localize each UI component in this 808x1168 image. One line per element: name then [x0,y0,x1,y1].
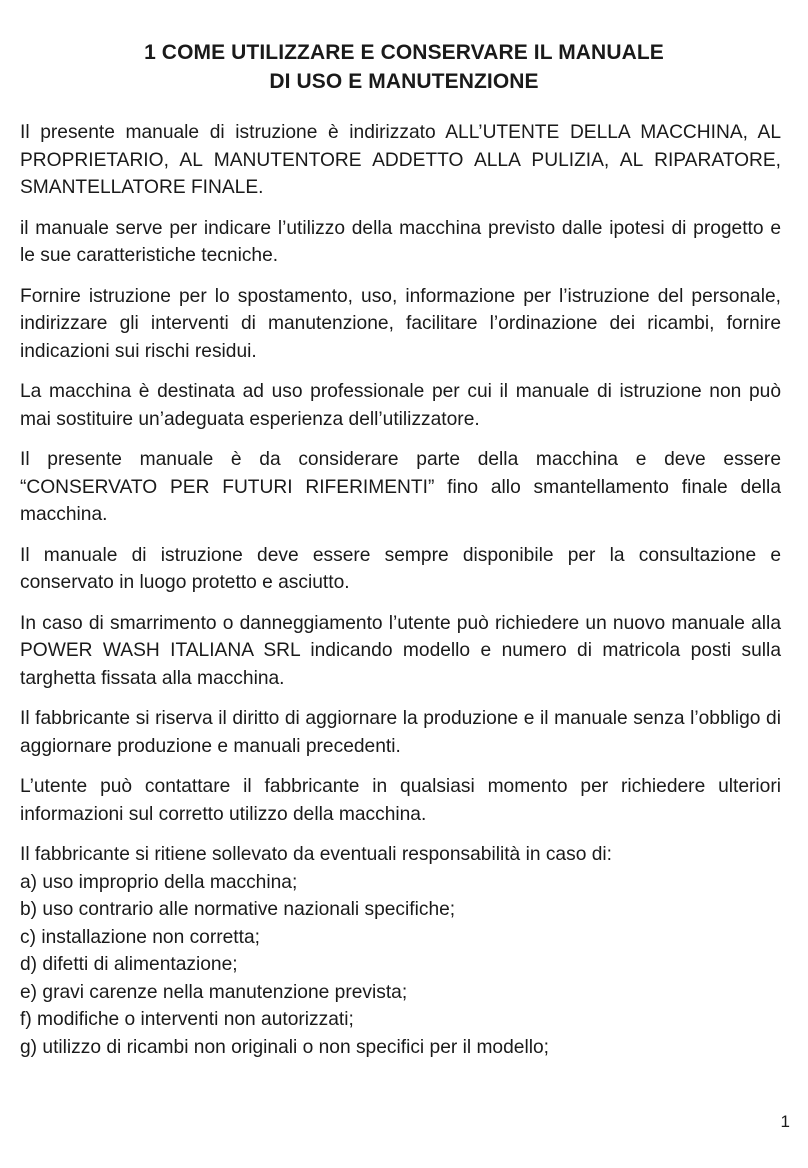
list-item: g) utilizzo di ricambi non originali o non specifici per il modello; [20,1036,549,1058]
list-item: d) difetti di alimentazione; [20,954,238,975]
paragraph-purpose: il manuale serve per indicare l’utilizzo della macchina previsto dalle ipotesi di progetto e le sue caratteristiche tecniche. [20,217,781,266]
paragraph-instructions: Fornire istruzione per lo spostamento, uso, informazione per l’istruzione del personale, indirizzare gli interventi di manutenzione, facilitare l’ordinazione dei ricambi, fornire indicazioni sui rischi residui. [20,285,781,362]
body-text [20,119,781,1061]
paragraph-contact: L’utente può contattare il fabbricante in qualsiasi momento per richiedere ulteriori informazioni sul corretto utilizzo della macchina. [20,776,781,825]
paragraph-updates: Il fabbricante si riserva il diritto di aggiornare la produzione e il manuale senza l’obbligo di aggiornare produzione e manuali precedenti. [20,708,781,757]
title-line-1: 1 COME UTILIZZARE E CONSERVARE IL MANUALE [144,41,664,64]
list-item: f) modifiche o interventi non autorizzati; [20,1009,354,1030]
paragraph-audience: Il presente manuale di istruzione è indirizzato ALL’UTENTE DELLA MACCHINA, AL PROPRIETARIO, AL MANUTENTORE ADDETTO ALLA PULIZIA, AL RIPARATORE, SMANTELLATORE FINALE. [20,122,781,198]
page-number: 1 [780,1112,790,1131]
paragraph-replacement: In caso di smarrimento o danneggiamento l’utente può richiedere un nuovo manuale alla POWER WASH ITALIANA SRL indicando modello e numero di matricola posti sulla targhetta fissata alla macchina. [20,612,781,689]
page-title [0,38,808,96]
list-item: a) uso improprio della macchina; [20,871,298,893]
title-line-2: DI USO E MANUTENZIONE [269,70,539,93]
list-item: c) installazione non corretta; [20,926,260,948]
liability-list [20,841,781,1061]
list-item: e) gravi carenze nella manutenzione prevista; [20,981,408,1003]
paragraph-professional-use: La macchina è destinata ad uso professionale per cui il manuale di istruzione non può mai sostituire un’adeguata esperienza dell’utilizzatore. [20,381,781,430]
liability-intro: Il fabbricante si ritiene sollevato da eventuali responsabilità in caso di: [20,844,612,865]
list-item: b) uso contrario alle normative nazionali specifiche; [20,899,456,920]
paragraph-availability: Il manuale di istruzione deve essere sempre disponibile per la consultazione e conservato in luogo protetto e asciutto. [20,544,781,593]
paragraph-keep-manual: Il presente manuale è da considerare parte della macchina e deve essere “CONSERVATO PER FUTURI RIFERIMENTI” fino allo smantellamento finale della macchina. [20,449,781,525]
